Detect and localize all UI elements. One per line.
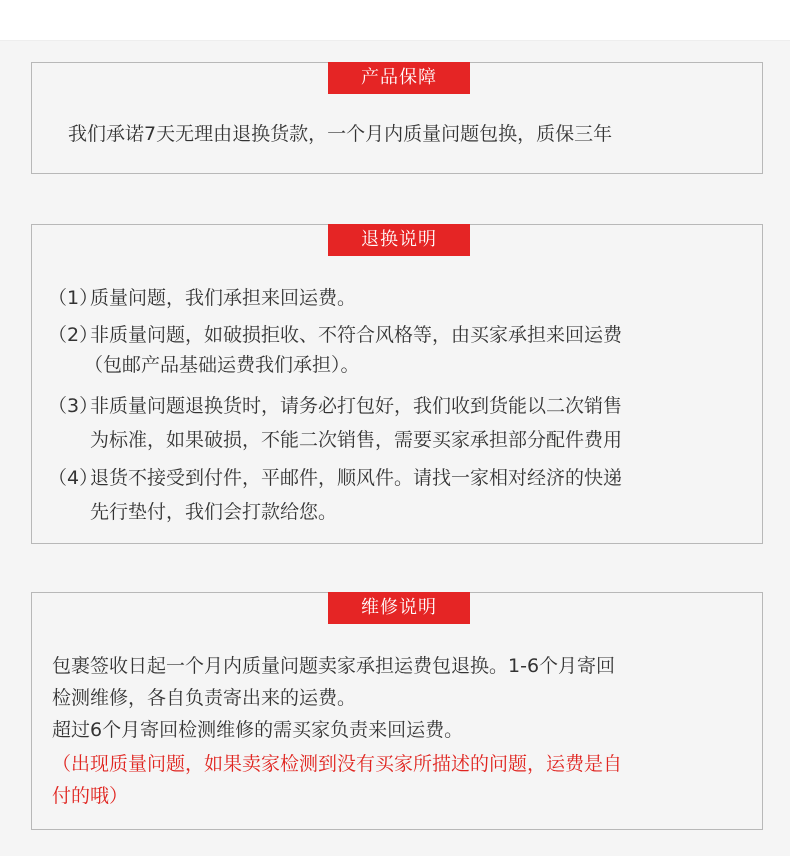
returns-item-number: （4） xyxy=(48,467,99,489)
returns-item-line: 先行垫付，我们会打款给您。 xyxy=(90,501,338,523)
repair-line-3: 超过6个月寄回检测维修的需买家负责来回运费。 xyxy=(52,719,464,741)
repair-note-line-2: 付的哦） xyxy=(52,785,129,807)
returns-item-4-continuation xyxy=(90,497,337,524)
returns-section xyxy=(31,224,763,544)
repair-line-1: 包裹签收日起一个月内质量问题卖家承担运费包退换。1-6个月寄回 xyxy=(52,655,616,677)
top-bar xyxy=(0,0,790,41)
returns-item-line: 非质量问题退换货时，请务必打包好，我们收到货能以二次销售 xyxy=(90,395,623,417)
repair-line-2: 检测维修，各自负责寄出来的运费。 xyxy=(52,687,357,709)
returns-item-2-continuation xyxy=(84,350,360,377)
returns-item-number: （2） xyxy=(48,324,99,346)
repair-note-line-1: （出现质量问题，如果卖家检测到没有买家所描述的问题，运费是自 xyxy=(52,753,623,775)
returns-item-line: 质量问题，我们承担来回运费。 xyxy=(90,287,357,309)
returns-item-line: 非质量问题，如破损拒收、不符合风格等，由买家承担来回运费 xyxy=(90,324,623,346)
returns-item-number: （1） xyxy=(48,287,99,309)
returns-title-badge: 退换说明 xyxy=(328,224,470,256)
guarantee-section xyxy=(31,62,763,174)
repair-title-badge: 维修说明 xyxy=(328,592,470,624)
returns-item-2 xyxy=(48,320,622,347)
returns-item-line: （包邮产品基础运费我们承担）。 xyxy=(84,354,360,376)
guarantee-text: 我们承诺7天无理由退换货款，一个月内质量问题包换，质保三年 xyxy=(68,123,613,145)
returns-item-line: 为标准，如果破损，不能二次销售，需要买家承担部分配件费用 xyxy=(90,429,623,451)
returns-item-1 xyxy=(48,283,356,310)
returns-item-3 xyxy=(48,391,622,418)
repair-section xyxy=(31,592,763,830)
returns-item-4 xyxy=(48,463,622,490)
returns-item-3-continuation xyxy=(90,425,622,452)
guarantee-title-badge: 产品保障 xyxy=(328,62,470,94)
returns-item-number: （3） xyxy=(48,395,99,417)
returns-item-line: 退货不接受到付件，平邮件，顺风件。请找一家相对经济的快递 xyxy=(90,467,623,489)
